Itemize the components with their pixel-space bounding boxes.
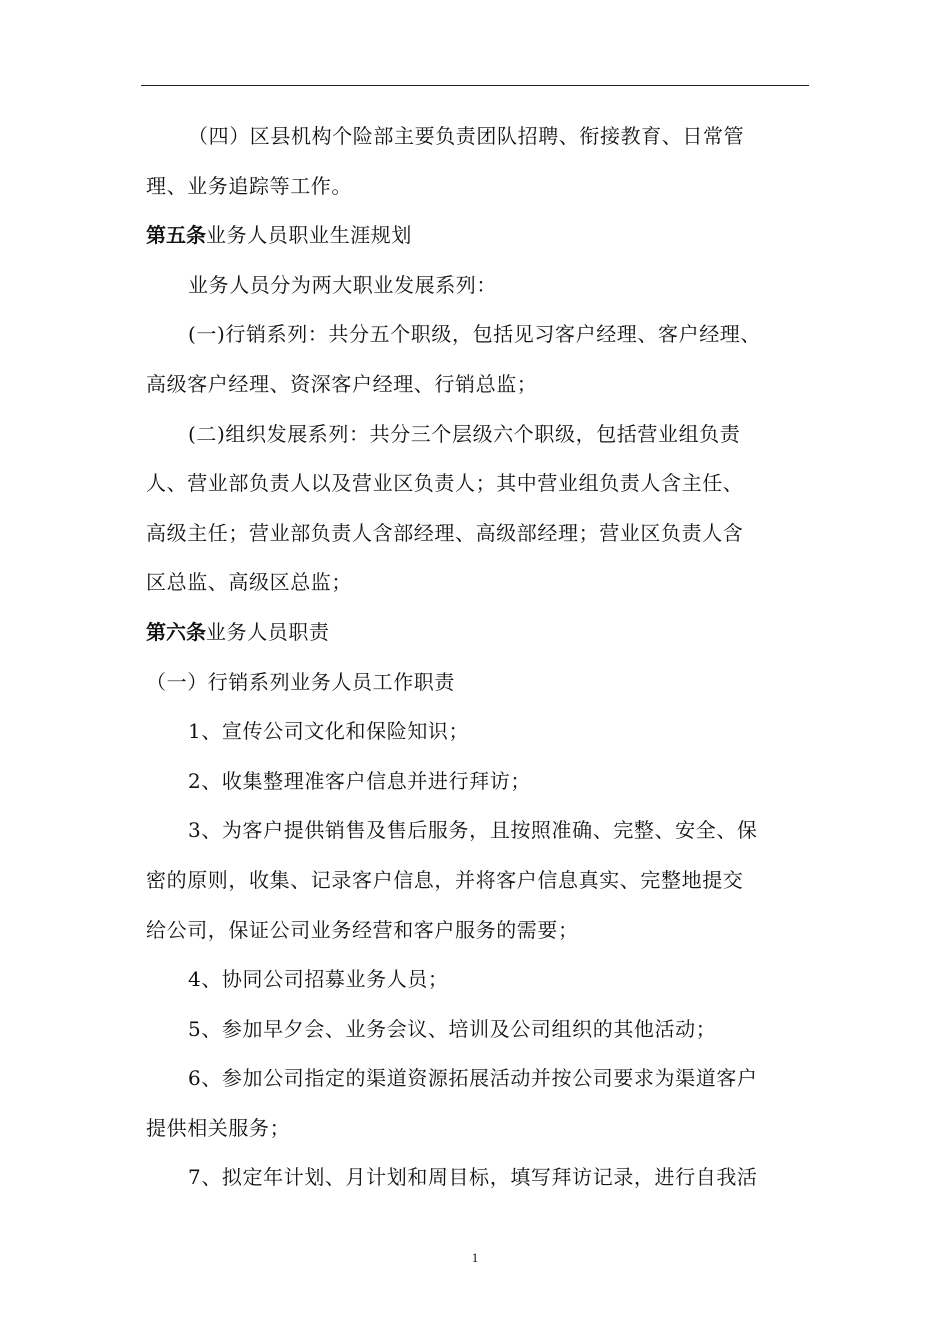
line-text: （四）区县机构个险部主要负责团队招聘、衔接教育、日常管 (188, 124, 745, 148)
text-line (146, 806, 816, 856)
line-text: 理、业务追踪等工作。 (146, 173, 352, 198)
document-body (146, 112, 816, 1203)
line-text: 区总监、高级区总监； (146, 570, 352, 595)
line-text: （一）行销系列业务人员工作职责 (146, 669, 455, 694)
line-text: 高级客户经理、资深客户经理、行销总监； (146, 371, 538, 396)
text-line (146, 558, 816, 608)
text-line (146, 261, 816, 311)
line-text: (二)组织发展系列：共分三个层级六个职级，包括营业组负责 (188, 421, 741, 446)
text-line (146, 707, 816, 757)
page-number: 1 (471, 1250, 479, 1265)
line-text: 3、为客户提供销售及售后服务，且按照准确、完整、安全、保 (188, 818, 758, 843)
line-text: 5、参加早夕会、业务会议、培训及公司组织的其他活动； (188, 1016, 717, 1041)
text-line (146, 410, 816, 460)
line-text: 密的原则，收集、记录客户信息，并将客户信息真实、完整地提交 (146, 867, 744, 892)
text-line (146, 1054, 816, 1104)
line-text: 6、参加公司指定的渠道资源拓展活动并按公司要求为渠道客户 (188, 1066, 758, 1091)
text-line (146, 1005, 816, 1055)
line-text: 业务人员分为两大职业发展系列： (188, 272, 497, 297)
article-number: 第五条 (146, 223, 206, 248)
line-text: 业务人员职业生涯规划 (206, 223, 412, 248)
article-heading-line (146, 608, 816, 658)
text-line (146, 509, 816, 559)
line-text: 1、宣传公司文化和保险知识； (188, 719, 470, 744)
line-text: 2、收集整理准客户信息并进行拜访； (188, 768, 531, 793)
text-line (146, 1153, 816, 1203)
text-line (146, 162, 816, 212)
text-line (146, 459, 816, 509)
text-line (146, 955, 816, 1005)
text-line (146, 757, 816, 807)
line-text: (一)行销系列：共分五个职级，包括见习客户经理、客户经理、 (188, 322, 762, 347)
text-line (146, 906, 816, 956)
line-text: 4、协同公司招募业务人员； (188, 967, 449, 992)
line-text: 7、拟定年计划、月计划和周目标，填写拜访记录，进行自我活 (188, 1165, 758, 1190)
line-text: 提供相关服务； (146, 1115, 291, 1140)
article-heading-line (146, 211, 816, 261)
text-line (146, 112, 816, 162)
text-line (146, 360, 816, 410)
line-text: 业务人员职责 (206, 619, 330, 644)
line-text: 给公司，保证公司业务经营和客户服务的需要； (146, 917, 579, 942)
article-number: 第六条 (146, 619, 206, 644)
header-rule (141, 85, 809, 86)
text-line (146, 856, 816, 906)
line-text: 高级主任；营业部负责人含部经理、高级部经理；营业区负责人含 (146, 520, 744, 545)
line-text: 人、营业部负责人以及营业区负责人；其中营业组负责人含主任、 (146, 471, 744, 496)
text-line (146, 310, 816, 360)
text-line (146, 1104, 816, 1154)
text-line (146, 658, 816, 708)
